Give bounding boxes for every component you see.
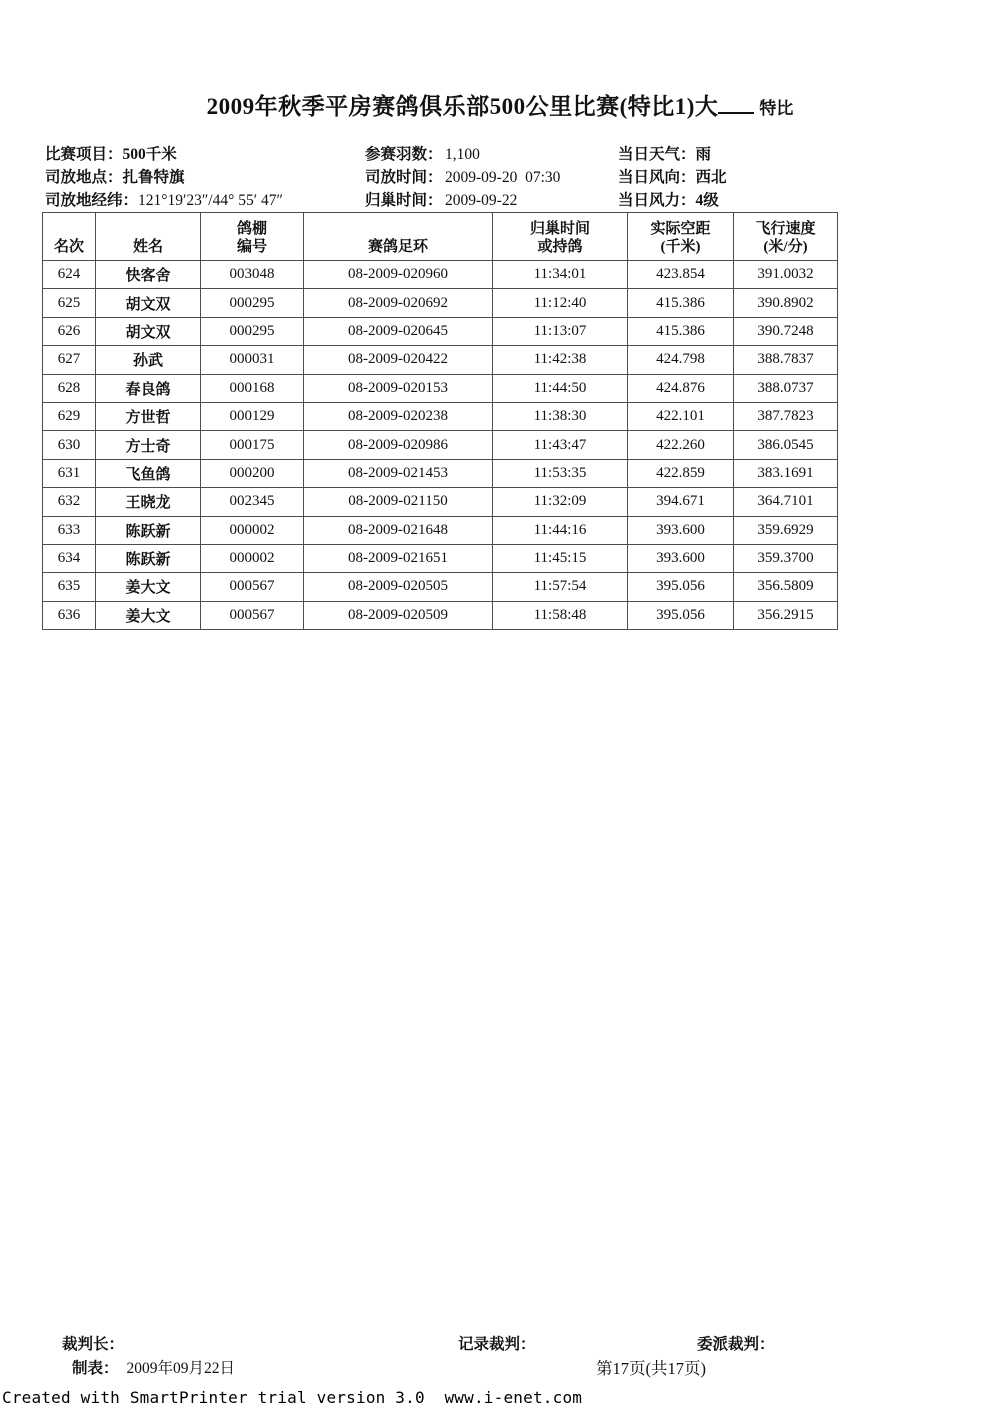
cell-ring-number: 08-2009-021648 [304,516,493,544]
table-row [43,346,838,374]
cell-loft-number: 002345 [201,488,304,516]
cell-ring-number: 08-2009-021453 [304,459,493,487]
cell-speed: 388.0737 [734,374,838,402]
col-header-name-line1: 姓名 [132,239,163,255]
cell-name: 胡文双 [96,317,201,345]
cell-ring-number: 08-2009-020153 [304,374,493,402]
cell-rank: 625 [43,289,96,317]
cell-distance: 415.386 [628,317,734,345]
table-row [43,261,838,289]
cell-speed: 364.7101 [734,488,838,516]
col-header-distance-line2: (千米) [660,239,701,255]
race-event-label: 比赛项目： [45,146,123,163]
release-site-label: 司放地点： [45,169,123,186]
cell-distance: 395.056 [628,601,734,629]
cell-distance: 424.798 [628,346,734,374]
cell-distance: 415.386 [628,289,734,317]
cell-arrival-time: 11:57:54 [493,573,628,601]
cell-arrival-time: 11:12:40 [493,289,628,317]
col-header-distance-line1: 实际空距 [650,221,711,237]
table-header [43,213,838,261]
cell-loft-number: 000002 [201,544,304,572]
col-header-loft-line2: 编号 [236,239,267,255]
cell-ring-number: 08-2009-020986 [304,431,493,459]
cell-distance: 395.056 [628,573,734,601]
race-info-section [45,143,965,213]
col-header-loft-number [201,213,304,261]
results-table-wrapper [42,212,838,630]
cell-rank: 628 [43,374,96,402]
cell-arrival-time: 11:44:50 [493,374,628,402]
cell-ring-number: 08-2009-020692 [304,289,493,317]
info-row-weather [618,143,727,166]
release-coordinates-value: 121°19′23″/44° 55′ 47″ [138,192,283,209]
results-table [42,212,838,630]
cell-rank: 626 [43,317,96,345]
tabulation-date: 2009年09月22日 [126,1360,236,1377]
chief-referee-label: 裁判长： [62,1336,125,1353]
tabulation-line [72,1356,235,1378]
race-info-column-left [45,143,283,212]
cell-rank: 629 [43,402,96,430]
cell-speed: 390.7248 [734,317,838,345]
title-blank-underline [718,96,754,114]
cell-speed: 386.0545 [734,431,838,459]
cell-loft-number: 000129 [201,402,304,430]
cell-ring-number: 08-2009-020509 [304,601,493,629]
return-date-value: 2009-09-22 [445,192,518,209]
cell-rank: 631 [43,459,96,487]
cell-arrival-time: 11:53:35 [493,459,628,487]
cell-speed: 387.7823 [734,402,838,430]
return-date-label: 归巢时间： [365,192,443,209]
table-row [43,402,838,430]
cell-loft-number: 000168 [201,374,304,402]
race-info-column-right [618,143,727,212]
race-event-value: 500千米 [122,146,177,163]
col-header-speed-line2: (米/分) [763,239,808,255]
cell-loft-number: 000031 [201,346,304,374]
col-header-arrival-time [493,213,628,261]
cell-loft-number: 000295 [201,317,304,345]
col-header-arrival-line2: 或持鸽 [537,239,583,255]
cell-arrival-time: 11:44:16 [493,516,628,544]
table-row [43,544,838,572]
cell-name: 快客舍 [96,261,201,289]
cell-name: 王晓龙 [96,488,201,516]
cell-speed: 356.2915 [734,601,838,629]
cell-arrival-time: 11:38:30 [493,402,628,430]
cell-ring-number: 08-2009-020505 [304,573,493,601]
record-referee-label: 记录裁判： [458,1336,536,1353]
cell-name: 姜大文 [96,573,201,601]
cell-loft-number: 000295 [201,289,304,317]
page-title-suffix: 特比 [759,99,794,118]
cell-name: 飞鱼鸽 [96,459,201,487]
cell-name: 陈跃新 [96,544,201,572]
table-row [43,431,838,459]
cell-arrival-time: 11:43:47 [493,431,628,459]
col-header-loft-line1: 鸽棚 [236,221,267,237]
cell-speed: 390.8902 [734,289,838,317]
col-header-ring-number [304,213,493,261]
col-header-distance [628,213,734,261]
cell-arrival-time: 11:42:38 [493,346,628,374]
tabulation-label: 制表： [72,1360,119,1377]
cell-name: 孙武 [96,346,201,374]
cell-speed: 391.0032 [734,261,838,289]
entries-count-value: 1,100 [445,146,480,163]
table-header-row [43,213,838,261]
cell-speed: 383.1691 [734,459,838,487]
cell-arrival-time: 11:13:07 [493,317,628,345]
cell-ring-number: 08-2009-020422 [304,346,493,374]
wind-force-label: 当日风力： [618,192,696,209]
wind-direction-value: 西北 [695,169,727,186]
cell-distance: 393.600 [628,516,734,544]
cell-rank: 627 [43,346,96,374]
wind-direction-label: 当日风向： [618,169,696,186]
table-row [43,317,838,345]
cell-speed: 388.7837 [734,346,838,374]
cell-loft-number: 000200 [201,459,304,487]
cell-rank: 635 [43,573,96,601]
col-header-speed-line1: 飞行速度 [755,221,816,237]
col-header-ring-line1: 赛鸽足环 [367,239,428,255]
cell-rank: 624 [43,261,96,289]
cell-loft-number: 000175 [201,431,304,459]
table-body [43,261,838,630]
cell-speed: 359.3700 [734,544,838,572]
cell-rank: 636 [43,601,96,629]
table-row [43,459,838,487]
cell-arrival-time: 11:32:09 [493,488,628,516]
cell-name: 姜大文 [96,601,201,629]
cell-loft-number: 000567 [201,601,304,629]
info-row-entries-count [365,143,560,166]
cell-ring-number: 08-2009-020238 [304,402,493,430]
release-site-value: 扎鲁特旗 [122,169,185,186]
cell-ring-number: 08-2009-020645 [304,317,493,345]
cell-distance: 422.260 [628,431,734,459]
cell-speed: 359.6929 [734,516,838,544]
col-header-rank-line1: 名次 [53,239,84,255]
cell-arrival-time: 11:58:48 [493,601,628,629]
assigned-referee-label: 委派裁判： [697,1336,775,1353]
cell-name: 胡文双 [96,289,201,317]
col-header-rank [43,213,96,261]
cell-distance: 423.854 [628,261,734,289]
cell-name: 陈跃新 [96,516,201,544]
release-coordinates-label: 司放地经纬： [45,192,139,209]
info-row-return-date [365,189,560,212]
race-info-column-middle [365,143,560,212]
col-header-arrival-line1: 归巢时间 [529,221,590,237]
info-row-wind-direction [618,166,727,189]
cell-rank: 633 [43,516,96,544]
release-time-value: 2009-09-20 07:30 [445,169,561,186]
cell-distance: 424.876 [628,374,734,402]
cell-loft-number: 000002 [201,516,304,544]
cell-loft-number: 000567 [201,573,304,601]
cell-name: 方士奇 [96,431,201,459]
info-row-race-event [45,143,283,166]
smartprinter-watermark: Created with SmartPrinter trial version 3.0 www.i-enet.com [2,1388,583,1407]
table-row [43,516,838,544]
cell-ring-number: 08-2009-021150 [304,488,493,516]
cell-ring-number: 08-2009-020960 [304,261,493,289]
release-time-label: 司放时间： [365,169,443,186]
table-row [43,488,838,516]
cell-loft-number: 003048 [201,261,304,289]
cell-distance: 422.101 [628,402,734,430]
info-row-wind-force [618,189,727,212]
col-header-speed [734,213,838,261]
entries-count-label: 参赛羽数： [365,146,443,163]
table-row [43,374,838,402]
page-title [0,88,1000,121]
cell-arrival-time: 11:45:15 [493,544,628,572]
cell-rank: 630 [43,431,96,459]
weather-label: 当日天气： [618,146,696,163]
cell-arrival-time: 11:34:01 [493,261,628,289]
cell-ring-number: 08-2009-021651 [304,544,493,572]
page-title-main: 2009年秋季平房赛鸽俱乐部500公里比赛(特比1)大 [206,94,719,119]
cell-rank: 632 [43,488,96,516]
cell-name: 春良鸽 [96,374,201,402]
info-row-release-site [45,166,283,189]
wind-force-value: 4级 [695,192,719,209]
cell-rank: 634 [43,544,96,572]
cell-distance: 393.600 [628,544,734,572]
info-row-release-time [365,166,560,189]
table-row [43,573,838,601]
cell-distance: 394.671 [628,488,734,516]
table-row [43,289,838,317]
cell-speed: 356.5809 [734,573,838,601]
info-row-release-coordinates [45,189,283,212]
col-header-name [96,213,201,261]
cell-distance: 422.859 [628,459,734,487]
table-row [43,601,838,629]
page-number: 第17页(共17页) [596,1359,706,1378]
cell-name: 方世哲 [96,402,201,430]
weather-value: 雨 [695,146,712,163]
